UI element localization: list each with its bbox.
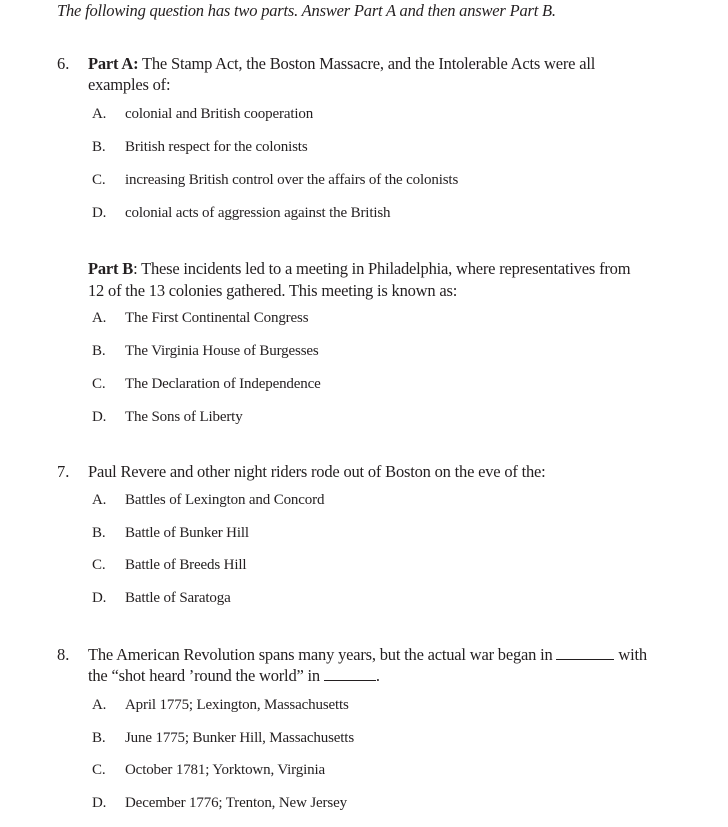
option-text: The Declaration of Independence — [125, 376, 321, 392]
prompt-text: The Stamp Act, the Boston Massacre, and the Intolerable Acts were all — [138, 54, 596, 73]
answer-option[interactable] — [92, 762, 325, 779]
option-text: Battle of Breeds Hill — [125, 557, 247, 573]
option-letter: A. — [92, 310, 107, 326]
option-text: increasing British control over the affairs of the colonists — [125, 172, 459, 188]
option-text: Battle of Bunker Hill — [125, 525, 249, 541]
part-a-colon: : — [133, 54, 139, 73]
option-letter: B. — [92, 525, 106, 541]
answer-option[interactable] — [92, 697, 349, 714]
option-letter: B. — [92, 730, 106, 746]
option-text: Battles of Lexington and Concord — [125, 492, 325, 508]
prompt-text: with — [614, 645, 647, 664]
option-letter: B. — [92, 343, 106, 359]
answer-option[interactable] — [92, 730, 354, 747]
prompt-text: These incidents led to a meeting in Philadelphia, where representatives from — [137, 259, 631, 278]
question-number: 6. — [57, 54, 70, 73]
option-letter: C. — [92, 172, 106, 188]
answer-option[interactable] — [92, 557, 246, 574]
answer-option[interactable] — [92, 139, 308, 156]
option-letter: D. — [92, 795, 107, 811]
answer-option[interactable] — [92, 172, 458, 189]
option-text: June 1775; Bunker Hill, Massachusetts — [125, 730, 355, 746]
question-number: 7. — [57, 462, 70, 481]
answer-option[interactable] — [92, 795, 347, 812]
option-letter: D. — [92, 590, 107, 606]
answer-option[interactable] — [92, 106, 313, 123]
fill-in-blank — [556, 645, 614, 660]
answer-option[interactable] — [92, 492, 324, 509]
option-text: December 1776; Trenton, New Jersey — [125, 795, 347, 811]
option-text: Battle of Saratoga — [125, 590, 231, 606]
prompt-text: . — [375, 666, 380, 685]
answer-option[interactable] — [92, 205, 390, 222]
option-text: The First Continental Congress — [125, 310, 309, 326]
option-letter: A. — [92, 106, 107, 122]
part-a-label: Part A — [88, 54, 134, 73]
question-6-part-a-prompt — [88, 54, 595, 74]
option-letter: B. — [92, 139, 106, 155]
option-text: October 1781; Yorktown, Virginia — [125, 762, 325, 778]
answer-option[interactable] — [92, 310, 308, 327]
instructions: The following question has two parts. Answer Part A and then answer Part B. — [57, 1, 556, 20]
option-letter: C. — [92, 376, 106, 392]
option-text: colonial and British cooperation — [125, 106, 314, 122]
question-8-prompt-line1 — [88, 645, 647, 665]
answer-option[interactable] — [92, 525, 249, 542]
question-6-part-b-prompt — [88, 259, 630, 279]
option-text: April 1775; Lexington, Massachusetts — [125, 697, 349, 713]
answer-option[interactable] — [92, 409, 243, 426]
option-text: The Sons of Liberty — [125, 409, 243, 425]
answer-option[interactable] — [92, 590, 231, 607]
prompt-text-line2: examples of: — [88, 75, 171, 94]
option-letter: D. — [92, 409, 107, 425]
question-7-prompt: Paul Revere and other night riders rode out of Boston on the eve of the: — [88, 462, 546, 481]
option-text: The Virginia House of Burgesses — [125, 343, 319, 359]
option-letter: C. — [92, 557, 106, 573]
answer-option[interactable] — [92, 376, 321, 393]
part-b-label: Part B — [88, 259, 134, 278]
option-text: British respect for the colonists — [125, 139, 308, 155]
part-b-colon: : — [133, 259, 138, 278]
option-letter: C. — [92, 762, 106, 778]
prompt-text: the “shot heard ’round the world” in — [88, 666, 324, 685]
option-letter: A. — [92, 492, 107, 508]
option-letter: A. — [92, 697, 107, 713]
option-text: colonial acts of aggression against the British — [125, 205, 391, 221]
answer-option[interactable] — [92, 343, 319, 360]
question-number: 8. — [57, 645, 70, 664]
fill-in-blank — [324, 666, 376, 681]
question-8-prompt-line2 — [88, 666, 380, 686]
option-letter: D. — [92, 205, 107, 221]
prompt-text: The American Revolution spans many years, but the actual war began in — [88, 645, 557, 664]
prompt-text-line2: 12 of the 13 colonies gathered. This meeting is known as: — [88, 281, 458, 300]
